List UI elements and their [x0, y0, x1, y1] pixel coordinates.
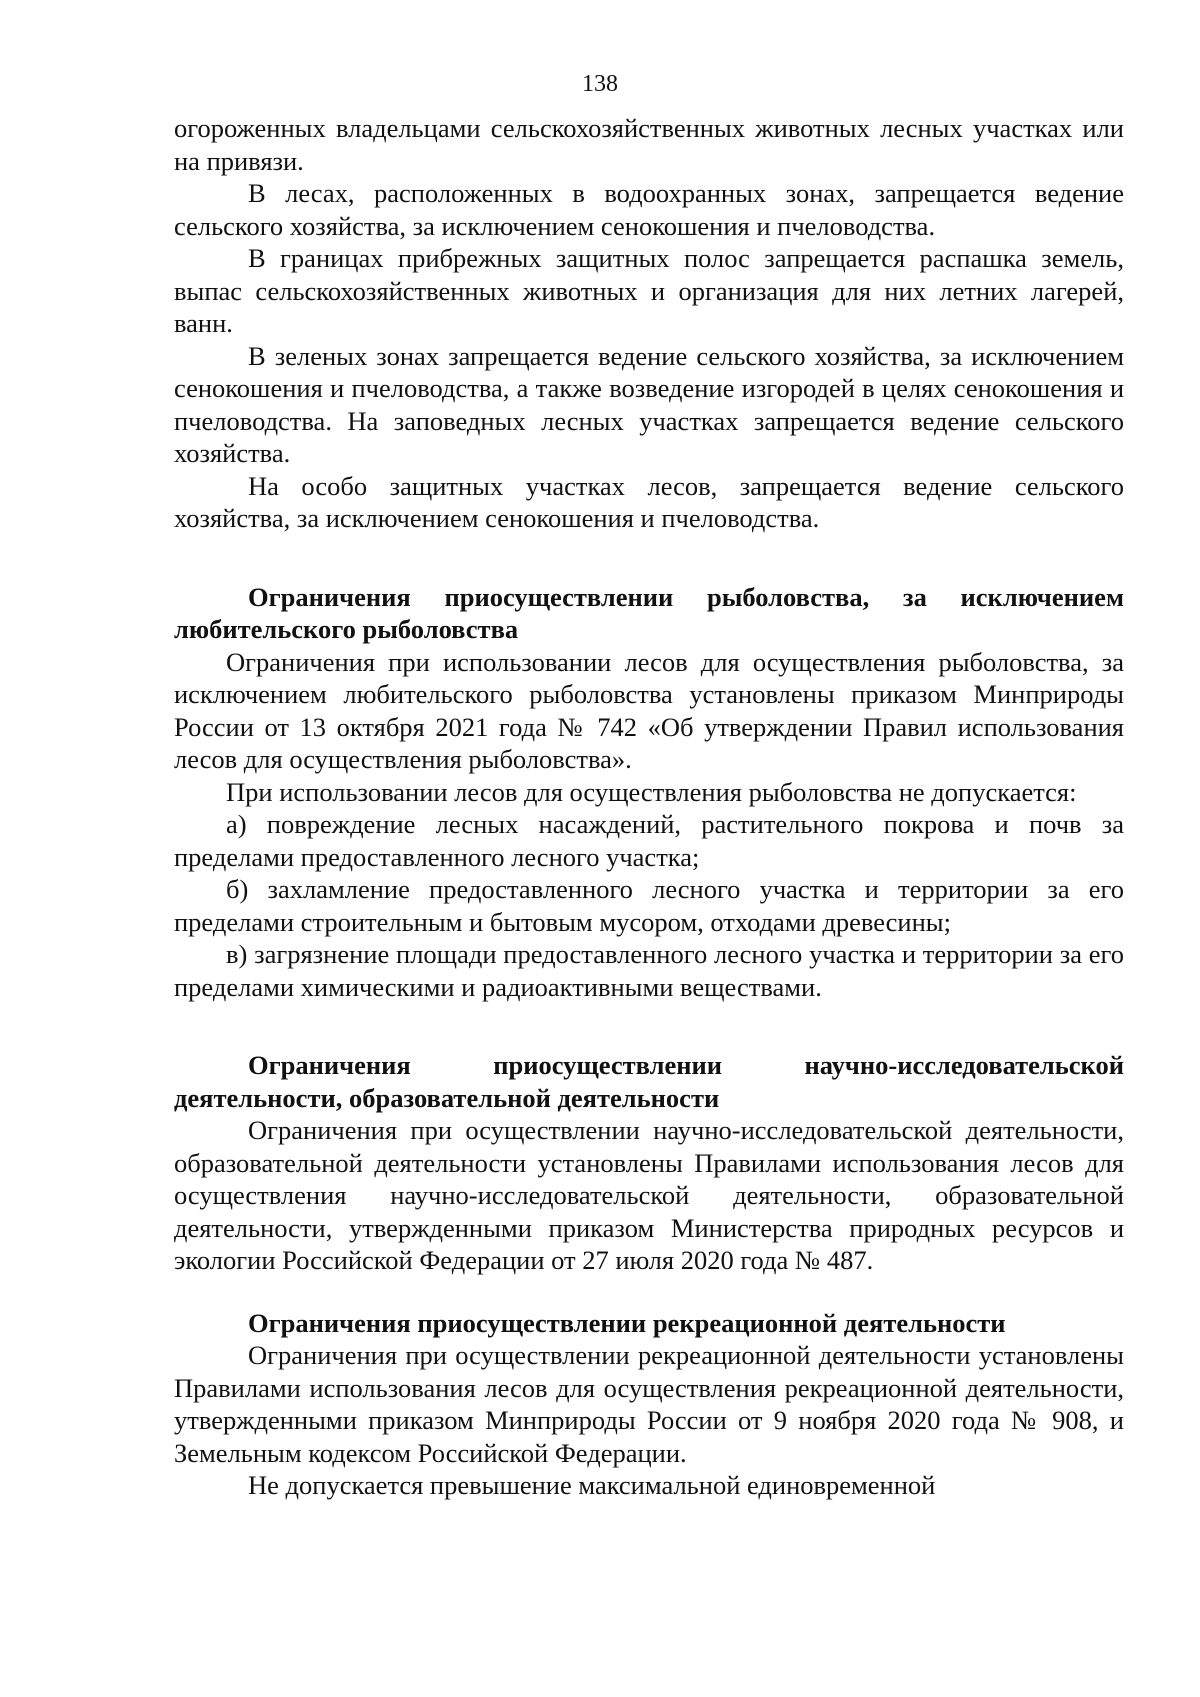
- section-heading-fishing: Ограничения приосуществлении рыболовства, за исключением любительского рыболовства: [174, 581, 1124, 644]
- paragraph: На особо защитных участках лесов, запрещается ведение сельского хозяйства, за исключением сенокошения и пчеловодства.: [174, 470, 1124, 533]
- page-number: 138: [582, 71, 618, 97]
- paragraph: Ограничения при осуществлении научно-исследовательской деятельности, образовательной деятельности установлены Правилами использования лесов для осуществления научно-исследовательской деятельности, образовательной деятельности, утвержденными приказом Министерства природных ресурсов и экологии Российской Федерации от 27 июля 2020 года № 487.: [174, 1115, 1124, 1275]
- paragraph: В лесах, расположенных в водоохранных зонах, запрещается ведение сельского хозяйства, за исключением сенокошения и пчеловодства.: [174, 178, 1124, 241]
- list-item: а) повреждение лесных насаждений, растительного покрова и почв за пределами предоставленного лесного участка;: [174, 809, 1124, 872]
- list-item: б) захламление предоставленного лесного участка и территории за его пределами строительным и бытовым мусором, отходами древесины;: [174, 874, 1124, 937]
- document-body: [174, 112, 1124, 1502]
- paragraph-continuation: огороженных владельцами сельскохозяйственных животных лесных участках или на привязи.: [174, 113, 1124, 176]
- section-heading-research: Ограничения приосуществлении научно-исследовательской деятельности, образовательной деятельности: [174, 1050, 1124, 1113]
- section-heading-recreation: Ограничения приосуществлении рекреационной деятельности: [248, 1307, 1006, 1338]
- paragraph: Ограничения при осуществлении рекреационной деятельности установлены Правилами использования лесов для осуществления рекреационной деятельности, утвержденными приказом Минприроды России от 9 ноября 2020 года № 908, и Земельным кодексом Российской Федерации.: [174, 1340, 1124, 1468]
- paragraph: Ограничения при использовании лесов для осуществления рыболовства, за исключением любительского рыболовства установлены приказом Минприроды России от 13 октября 2021 года № 742 «Об утверждении Правил использования лесов для осуществления рыболовства».: [174, 646, 1124, 774]
- paragraph: В зеленых зонах запрещается ведение сельского хозяйства, за исключением сенокошения и пчеловодства, а также возведение изгородей в целях сенокошения и пчеловодства. На заповедных лесных участках запрещается ведение сельского хозяйства.: [174, 340, 1124, 468]
- paragraph: При использовании лесов для осуществления рыболовства не допускается:: [226, 776, 1077, 807]
- paragraph: Не допускается превышение максимальной единовременной: [248, 1470, 936, 1500]
- paragraph: В границах прибрежных защитных полос запрещается распашка земель, выпас сельскохозяйственных животных и организация для них летних лагерей, ванн.: [174, 243, 1124, 338]
- list-item: в) загрязнение площади предоставленного лесного участка и территории за его пределами химическими и радиоактивными веществами.: [174, 939, 1124, 1002]
